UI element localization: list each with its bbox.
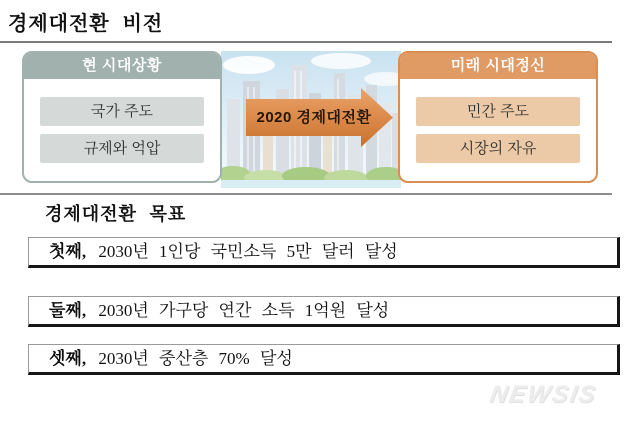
transition-arrow-label: 2020 경제대전환 xyxy=(256,109,372,126)
current-era-box xyxy=(22,51,222,183)
section-divider xyxy=(0,193,612,195)
future-spirit-header: 미래 시대정신 xyxy=(400,53,596,79)
current-era-header: 현 시대상황 xyxy=(24,53,220,79)
goal-prefix: 셋째, xyxy=(49,349,87,368)
current-era-item-regulation: 규제와 억압 xyxy=(40,134,204,163)
future-spirit-item-private-led: 민간 주도 xyxy=(416,97,580,126)
goal-prefix: 둘째, xyxy=(49,301,87,320)
page-title: 경제대전환 비전 xyxy=(8,13,164,35)
top-divider xyxy=(0,41,612,43)
transition-arrow xyxy=(246,88,393,147)
future-spirit-box xyxy=(398,51,598,183)
goal-row-third xyxy=(28,344,620,375)
goal-row-second xyxy=(28,296,620,327)
goal-text: 2030년 가구당 연간 소득 1억원 달성 xyxy=(98,301,390,320)
goal-row-first xyxy=(28,237,620,268)
goals-title: 경제대전환 목표 xyxy=(45,204,187,224)
future-spirit-item-market-freedom: 시장의 자유 xyxy=(416,134,580,163)
goal-text: 2030년 1인당 국민소득 5만 달러 달성 xyxy=(98,242,398,261)
newsis-watermark-logo: NEWSIS xyxy=(487,381,600,408)
goal-text: 2030년 중산층 70% 달성 xyxy=(98,349,293,368)
current-era-item-state-led: 국가 주도 xyxy=(40,97,204,126)
goal-prefix: 첫째, xyxy=(49,242,87,261)
